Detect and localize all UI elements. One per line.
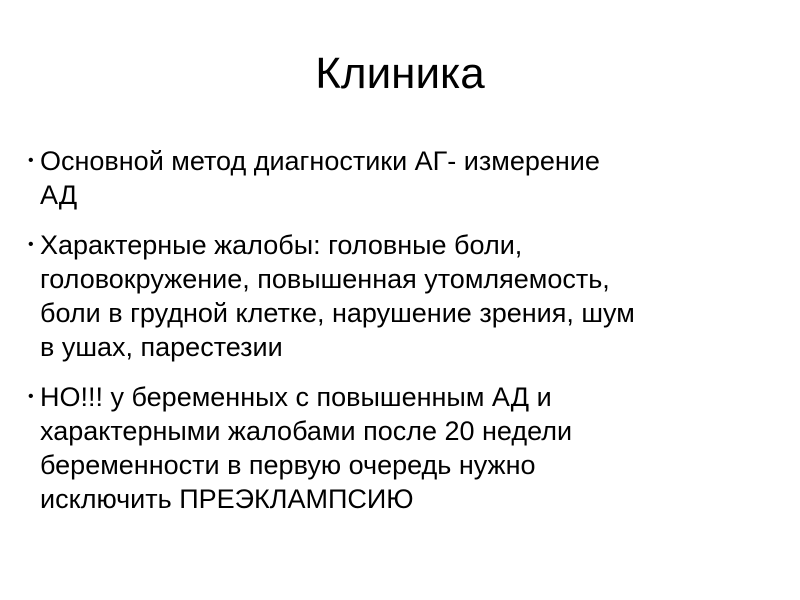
- bullet-list: [28, 144, 780, 532]
- bullet-text: Основной метод диагностики АГ- измерение АД: [40, 146, 600, 210]
- bullet-item: [28, 380, 780, 516]
- bullet-item: [28, 228, 780, 364]
- bullet-item: [28, 144, 780, 212]
- bullet-text: Характерные жалобы: головные боли, головокружение, повышенная утомляемость, боли в грудной клетке, нарушение зрения, шум в ушах, парестезии: [40, 230, 635, 362]
- bullet-text: НО!!! у беременных с повышенным АД и характерными жалобами после 20 недели беременности в первую очередь нужно исключить ПРЕЭКЛАМПСИЮ: [40, 382, 573, 514]
- bullet-dot-icon: •: [28, 236, 34, 253]
- slide-title: Клиника: [315, 49, 485, 98]
- bullet-dot-icon: •: [28, 152, 34, 169]
- bullet-dot-icon: •: [28, 388, 34, 405]
